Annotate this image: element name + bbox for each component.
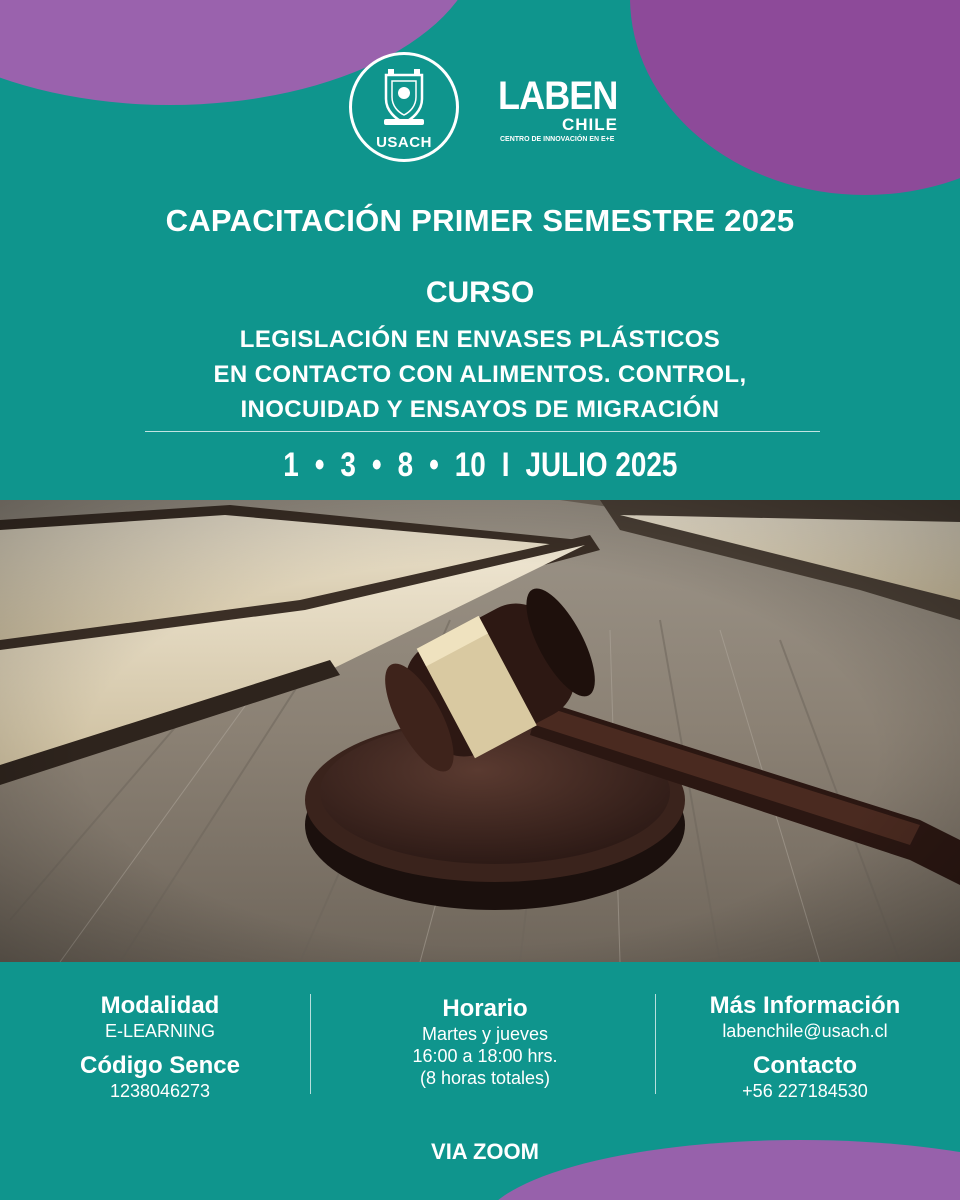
column-divider: [310, 994, 311, 1094]
usach-label: USACH: [376, 134, 432, 151]
course-dates: [0, 446, 960, 485]
codigo-sence-title: Código Sence: [79, 1052, 241, 1079]
date-day: 8: [397, 446, 413, 484]
laben-chile-logo: [498, 76, 628, 146]
usach-crest-icon: [382, 69, 426, 127]
contact-phone[interactable]: +56 227184530: [742, 1081, 868, 1101]
modalidad-column: [40, 992, 280, 1102]
contact-column: [670, 992, 940, 1102]
date-bar: I: [501, 446, 510, 484]
horario-column: [345, 995, 625, 1089]
date-day: 3: [340, 446, 356, 484]
usach-logo: [349, 52, 459, 162]
horario-title: Horario: [442, 995, 528, 1022]
date-separator: •: [314, 446, 325, 484]
course-title-line: LEGISLACIÓN EN ENVASES PLÁSTICOS: [239, 326, 721, 353]
date-separator: •: [371, 446, 382, 484]
laben-country: CHILE: [562, 115, 618, 134]
course-title-line: INOCUIDAD Y ENSAYOS DE MIGRACIÓN: [240, 396, 720, 423]
date-month-year: JULIO 2025: [525, 446, 678, 484]
course-title-line: EN CONTACTO CON ALIMENTOS. CONTROL,: [213, 361, 747, 388]
codigo-sence-value: 1238046273: [109, 1081, 211, 1101]
contacto-title: Contacto: [753, 1052, 857, 1079]
logos-row: [0, 52, 960, 162]
date-separator: •: [428, 446, 439, 484]
date-day: 1: [282, 446, 299, 484]
contact-email[interactable]: labenchile@usach.cl: [722, 1021, 888, 1041]
gavel-image-icon: [0, 500, 960, 962]
modalidad-title: Modalidad: [100, 992, 220, 1019]
mas-informacion-title: Más Información: [709, 992, 901, 1019]
laben-wordmark: LABEN: [498, 74, 618, 118]
horario-days: Martes y jueves: [421, 1024, 549, 1044]
laben-tagline: CENTRO DE INNOVACIÓN EN E+E: [500, 136, 615, 143]
modalidad-value: E-LEARNING: [104, 1021, 216, 1041]
course-title: [0, 322, 960, 427]
via-zoom-label: VIA ZOOM: [431, 1139, 539, 1164]
horario-hours: 16:00 a 18:00 hrs.: [412, 1046, 558, 1066]
main-title: CAPACITACIÓN PRIMER SEMESTRE 2025: [165, 203, 795, 238]
divider: [145, 431, 820, 432]
horario-total: (8 horas totales): [419, 1068, 551, 1088]
gavel-photo: [0, 500, 960, 962]
column-divider: [655, 994, 656, 1094]
course-label: CURSO: [425, 276, 535, 309]
date-day: 10: [454, 446, 486, 484]
